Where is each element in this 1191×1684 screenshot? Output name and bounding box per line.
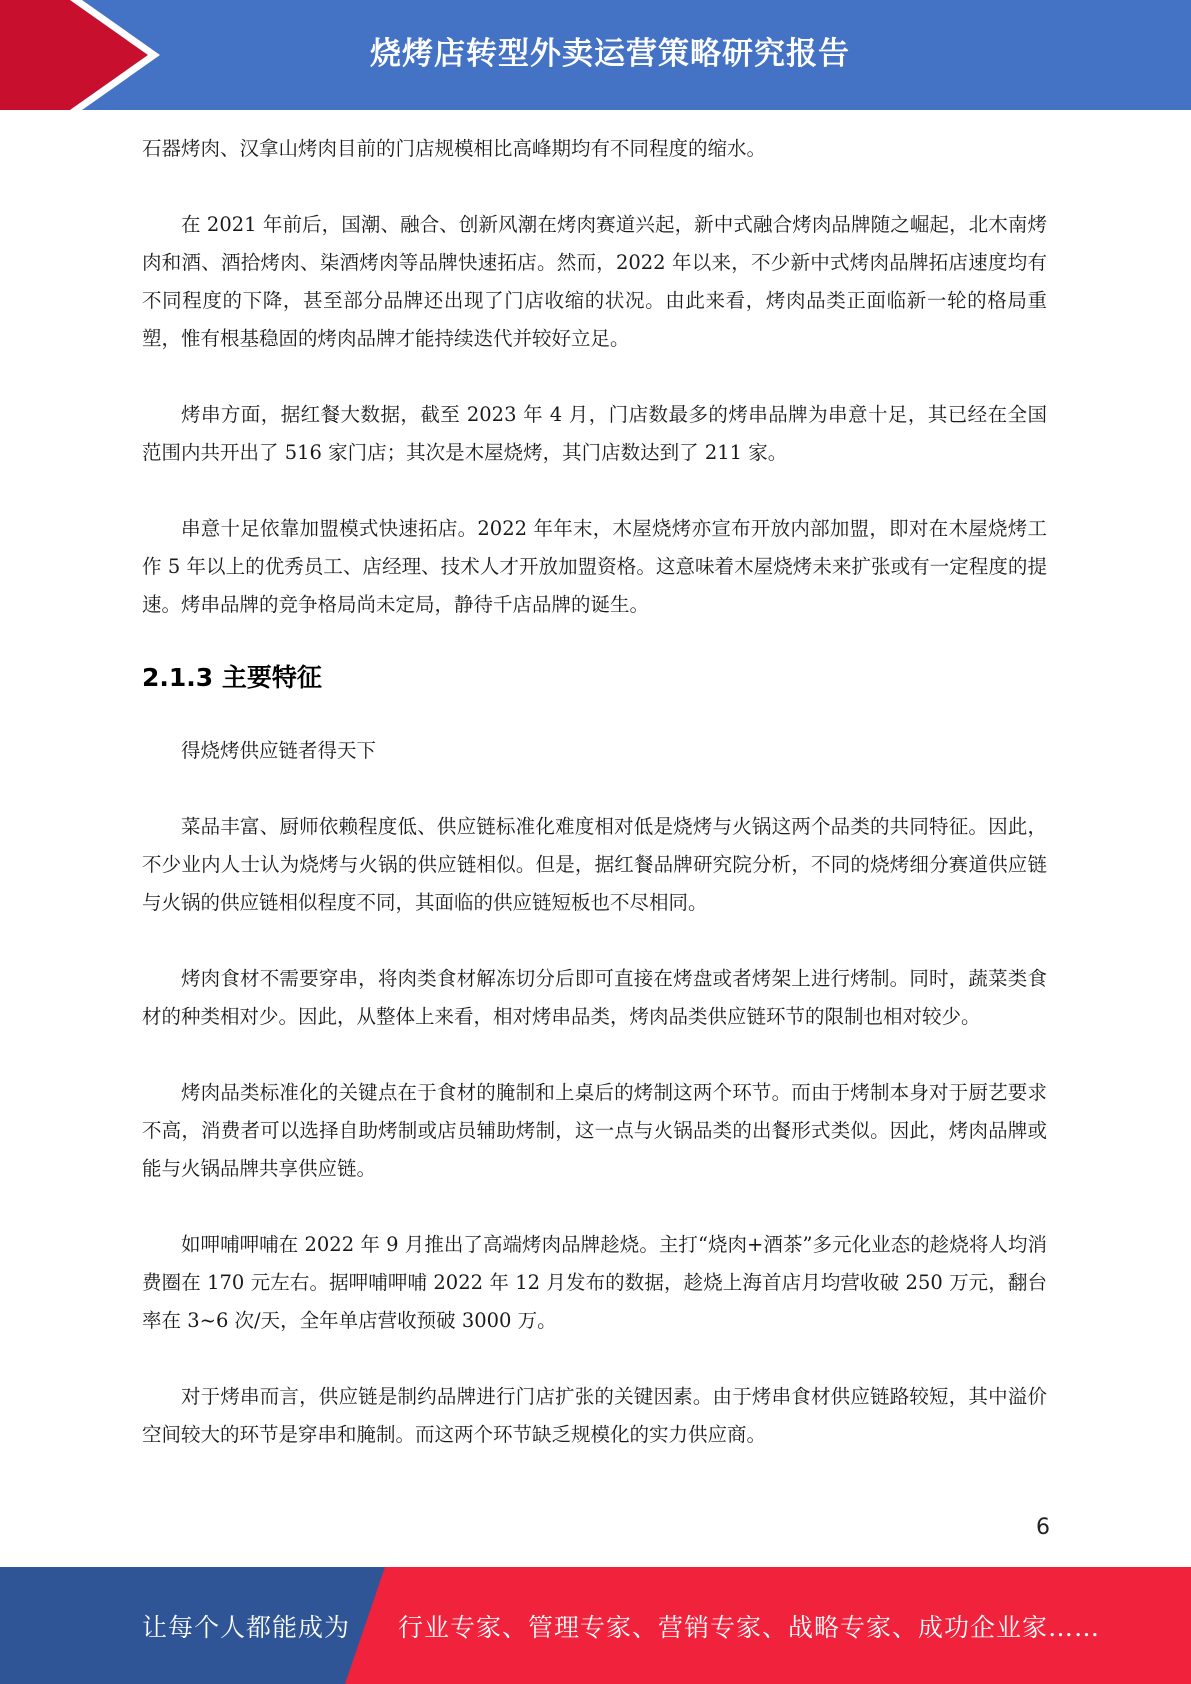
paragraph: 对于烤串而言，供应链是制约品牌进行门店扩张的关键因素。由于烤串食材供应链路较短，其中溢价空间较大的环节是穿串和腌制。而这两个环节缺乏规模化的实力供应商。: [142, 1385, 1047, 1446]
paragraph: 菜品丰富、厨师依赖程度低、供应链标准化难度相对低是烧烤与火锅这两个品类的共同特征。因此，不少业内人士认为烧烤与火锅的供应链相似。但是，据红餐品牌研究院分析，不同的烧烤细分赛道供应链与火锅的供应链相似程度不同，其面临的供应链短板也不尽相同。: [142, 815, 1047, 914]
paragraph: 串意十足依靠加盟模式快速拓店。2022 年年末，木屋烧烤亦宣布开放内部加盟，即对在木屋烧烤工作 5 年以上的优秀员工、店经理、技术人才开放加盟资格。这意味着木屋烧烤未来扩张或有一定程度的提速。烤串品牌的竞争格局尚未定局，静待千店品牌的诞生。: [142, 517, 1047, 616]
footer-slogan-right: 行业专家、管理专家、营销专家、战略专家、成功企业家……: [398, 1613, 1101, 1642]
footer-slogan-left: 让每个人都能成为: [142, 1613, 351, 1642]
footer-banner: [0, 1567, 1191, 1684]
paragraph: 如呷哺呷哺在 2022 年 9 月推出了高端烤肉品牌趁烧。主打“烧肉+酒茶”多元化业态的趁烧将人均消费圈在 170 元左右。据呷哺呷哺 2022 年 12 月发布的数据，趁烧上海首店月均营收破 250 万元，翻台率在 3~6 次/天，全年单店营收预破 3000 万。: [142, 1233, 1047, 1332]
chevron-arrow-icon: [0, 0, 160, 110]
paragraph: 烤串方面，据红餐大数据，截至 2023 年 4 月，门店数最多的烤串品牌为串意十足，其已经在全国范围内共开出了 516 家门店；其次是木屋烧烤，其门店数达到了 211 家。: [142, 403, 1047, 464]
paragraph: 得烧烤供应链者得天下: [181, 739, 377, 762]
paragraph: 石器烤肉、汉拿山烤肉目前的门店规模相比高峰期均有不同程度的缩水。: [142, 137, 767, 160]
header-banner: [0, 0, 1191, 110]
report-title: 烧烤店转型外卖运营策略研究报告: [370, 36, 850, 72]
paragraph: 烤肉食材不需要穿串，将肉类食材解冻切分后即可直接在烤盘或者烤架上进行烤制。同时，蔬菜类食材的种类相对少。因此，从整体上来看，相对烤串品类，烤肉品类供应链环节的限制也相对较少。: [142, 967, 1047, 1028]
paragraph: 烤肉品类标准化的关键点在于食材的腌制和上桌后的烤制这两个环节。而由于烤制本身对于厨艺要求不高，消费者可以选择自助烤制或店员辅助烤制，这一点与火锅品类的出餐形式类似。因此，烤肉品牌或能与火锅品牌共享供应链。: [142, 1081, 1047, 1180]
document-body: [142, 130, 1047, 1454]
section-heading: 2.1.3 主要特征: [142, 663, 322, 692]
page-number: 6: [1036, 1515, 1050, 1540]
paragraph: 在 2021 年前后，国潮、融合、创新风潮在烤肉赛道兴起，新中式融合烤肉品牌随之崛起，北木南烤肉和酒、酒拾烤肉、柒酒烤肉等品牌快速拓店。然而，2022 年以来，不少新中式烤肉品牌拓店速度均有不同程度的下降，甚至部分品牌还出现了门店收缩的状况。由此来看，烤肉品类正面临新一轮的格局重塑，惟有根基稳固的烤肉品牌才能持续迭代并较好立足。: [142, 213, 1047, 350]
